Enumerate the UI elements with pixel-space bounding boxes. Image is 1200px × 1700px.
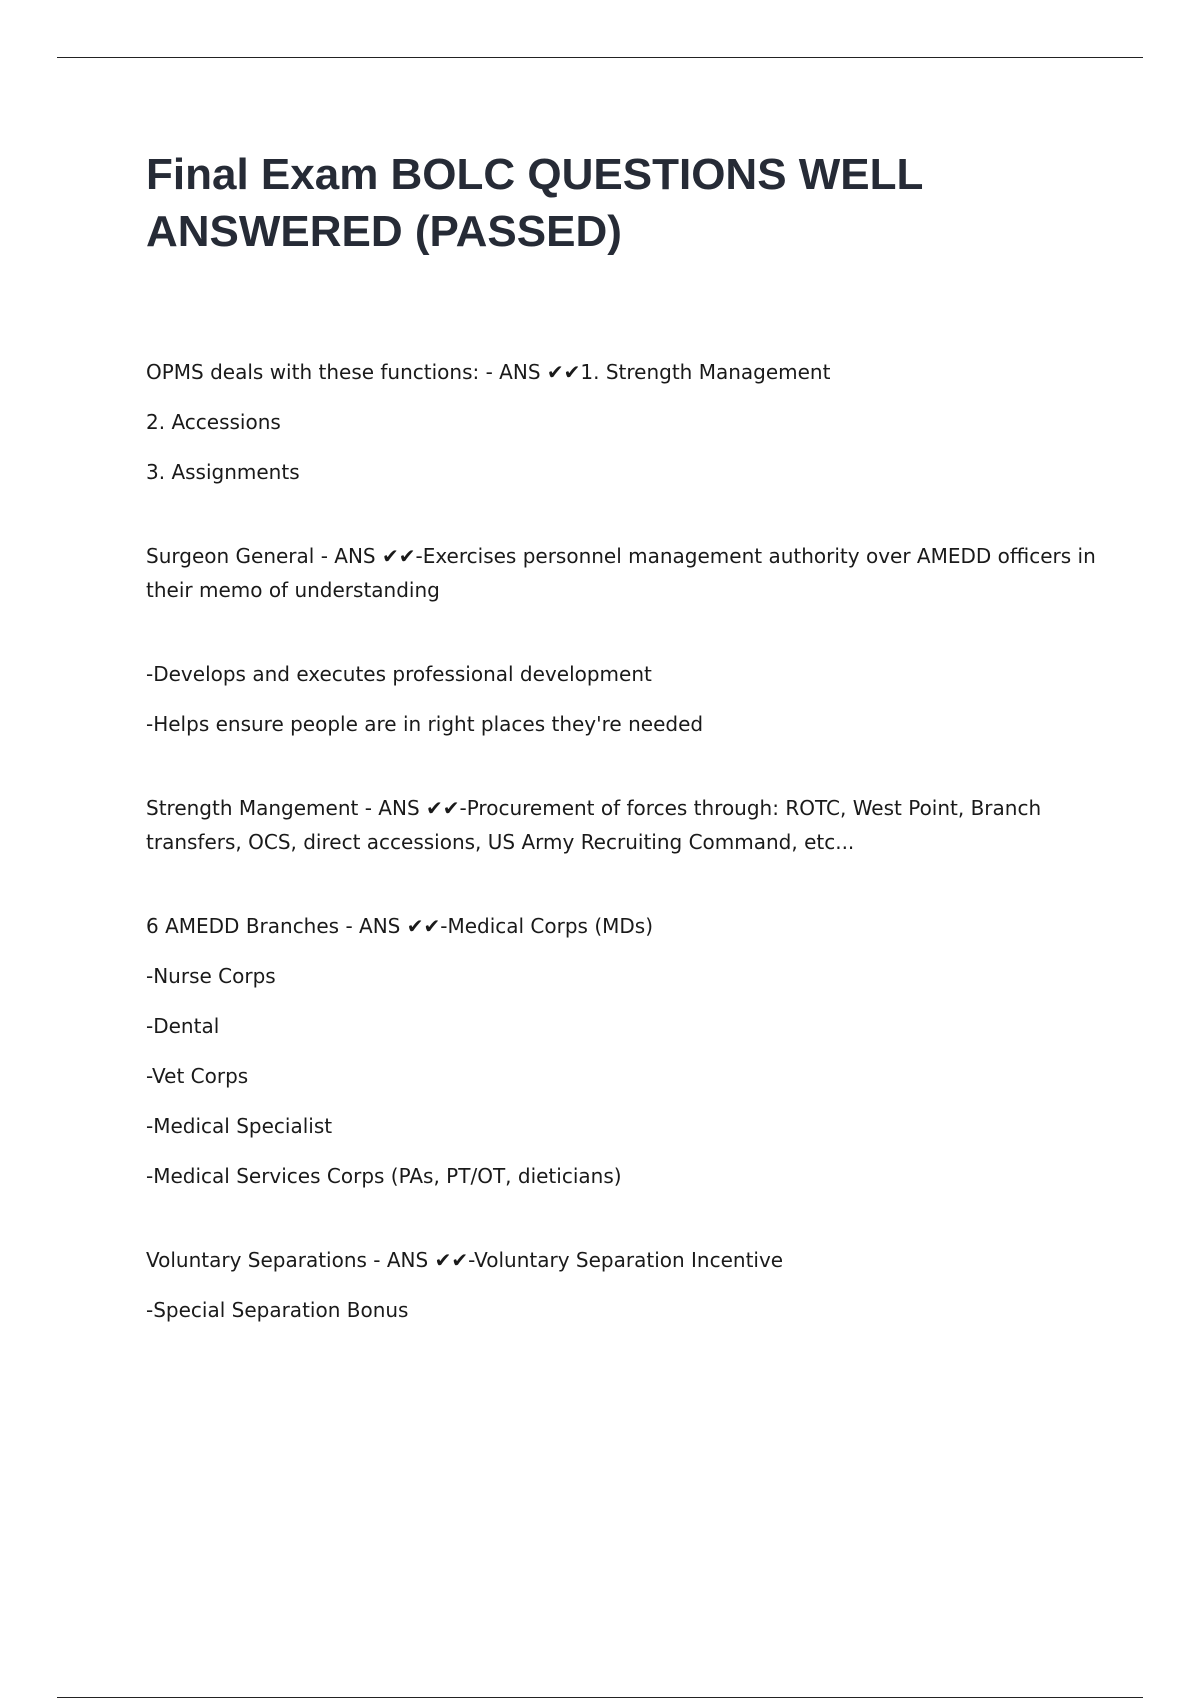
qa-line: OPMS deals with these functions: - ANS ✔✔1. Strength Management <box>146 360 831 384</box>
qa-strength-management <box>146 791 1106 859</box>
qa-surgeon-general-continued <box>146 657 1106 741</box>
qa-line: -Medical Specialist <box>146 1114 333 1138</box>
document-body <box>146 355 1106 1377</box>
qa-line: 6 AMEDD Branches - ANS ✔✔-Medical Corps (MDs) <box>146 914 654 938</box>
qa-line: -Dental <box>146 1014 220 1038</box>
qa-line: Strength Mangement - ANS ✔✔-Procurement of forces through: ROTC, West Point, Branch transfers, OCS, direct accessions, US Army Recruiting Command, etc... <box>146 796 1042 854</box>
qa-line: -Vet Corps <box>146 1064 249 1088</box>
qa-line: -Medical Services Corps (PAs, PT/OT, dieticians) <box>146 1164 622 1188</box>
qa-line: -Nurse Corps <box>146 964 276 988</box>
qa-voluntary-separations <box>146 1243 1106 1327</box>
bottom-divider <box>57 1697 1143 1698</box>
qa-line: Voluntary Separations - ANS ✔✔-Voluntary Separation Incentive <box>146 1248 784 1272</box>
qa-line: 2. Accessions <box>146 410 281 434</box>
qa-line: -Special Separation Bonus <box>146 1298 409 1322</box>
qa-line: 3. Assignments <box>146 460 300 484</box>
qa-line: -Helps ensure people are in right places they're needed <box>146 712 704 736</box>
qa-opms <box>146 355 1106 489</box>
top-divider <box>57 57 1143 58</box>
qa-amedd-branches <box>146 909 1106 1193</box>
qa-line: Surgeon General - ANS ✔✔-Exercises personnel management authority over AMEDD officers in their memo of understanding <box>146 544 1096 602</box>
document-title: Final Exam BOLC QUESTIONS WELL ANSWERED (PASSED) <box>146 150 923 256</box>
qa-surgeon-general <box>146 539 1106 607</box>
qa-line: -Develops and executes professional development <box>146 662 652 686</box>
